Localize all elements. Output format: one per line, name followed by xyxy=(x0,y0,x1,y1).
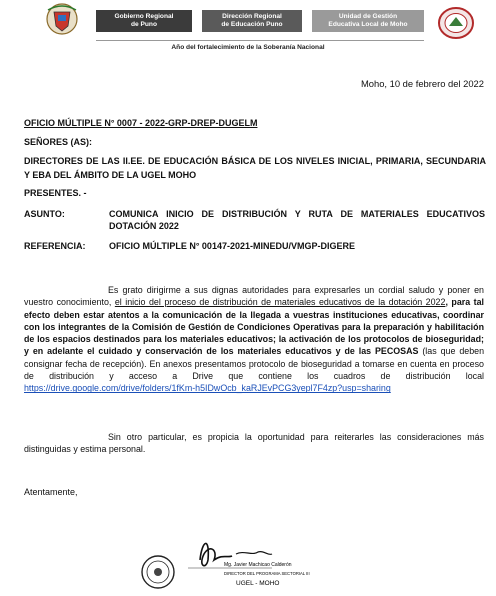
signature-title: DIRECTOR DEL PROGRAMA SECTORIAL III xyxy=(224,571,310,576)
oficio-number: OFICIO MÚLTIPLE N° 0007 - 2022-GRP-DREP-DUGELM xyxy=(24,118,258,128)
body-p1-rest: (las que deben consignar fecha de recepción). En anexos presentamos protocolo de bioseguridad a tomarse en cuenta en proceso de distribución y acceso a Drive que contiene los cuadros de distribución local xyxy=(24,346,485,382)
band-1-line-1: Gobierno Regional xyxy=(114,13,174,20)
signature-office: UGEL - MOHO xyxy=(236,580,280,587)
body-p2-text: Sin otro particular, es propicia la oportunidad para reiterarles las consideraciones más distinguidas y estima personal. xyxy=(24,432,484,455)
asunto-text: COMUNICA INICIO DE DISTRIBUCIÓN Y RUTA DE MATERIALES EDUCATIVOS DOTACIÓN 2022 xyxy=(109,209,485,231)
document-date: Moho, 10 de febrero del 2022 xyxy=(360,78,484,89)
ugel-seal-logo xyxy=(436,6,476,40)
band-2-line-1: Dirección Regional xyxy=(222,13,282,20)
body-p1-intro: Es grato dirigirme a sus dignas autoridades para expresarles un cordial saludo y poner en vuestro conocimiento, xyxy=(24,285,484,308)
closing: Atentamente, xyxy=(24,487,78,497)
salutation-heading: SEÑORES (AS): xyxy=(24,137,93,147)
header-band-direccion-regional xyxy=(202,10,302,32)
header-band-gobierno-regional xyxy=(96,10,192,32)
header-divider xyxy=(96,40,424,41)
body-p1-bold: , para tal efecto deben estar atentos a la comunicación de la llegada a vuestras instituciones educativas, coordinar con los integrantes de la Comisión de Gestión de Condiciones Operativas para la preparación y habilitación de los espacios destinados para los materiales educativos; la activación de los protocolos de bioseguridad; y en adelante el cuidado y conservación de los materiales educativos y de las PECOSAS xyxy=(24,297,484,357)
presentes-line: PRESENTES. - xyxy=(24,188,87,198)
header-band-ugel xyxy=(312,10,424,32)
signature-name: Mg. Javier Machicao Calderón xyxy=(224,562,292,568)
drive-link[interactable]: https://drive.google.com/drive/folders/1fKm-h5IDwOcb_kaRJEvPCG3yepl7F4zp?usp=sharing xyxy=(24,383,391,394)
asunto-label: ASUNTO: xyxy=(24,209,65,219)
body-p1-underlined: el inicio del proceso de distribución de materiales educativos de la dotación 2022 xyxy=(114,297,446,308)
band-2-line-2: de Educación Puno xyxy=(221,21,283,28)
body-paragraph-2 xyxy=(24,431,484,456)
referencia-label: REFERENCIA: xyxy=(24,241,86,251)
body-paragraph-1 xyxy=(24,284,484,395)
band-3-line-2: Educativa Local de Moho xyxy=(328,21,408,28)
recipients: DIRECTORES DE LAS II.EE. DE EDUCACIÓN BÁSICA DE LOS NIVELES INICIAL, PRIMARIA, SECUNDARIA Y EBA DEL ÁMBITO DE LA UGEL MOHO xyxy=(24,156,486,180)
regional-coat-of-arms-logo xyxy=(44,2,80,36)
band-1-line-2: de Puno xyxy=(130,21,157,28)
year-motto: Año del fortalecimiento de la Soberanía Nacional xyxy=(171,44,325,51)
band-3-line-1: Unidad de Gestión xyxy=(338,13,398,20)
signature-and-stamp xyxy=(140,530,310,594)
referencia-text: OFICIO MÚLTIPLE N° 00147-2021-MINEDU/VMGP-DIGERE xyxy=(109,241,355,251)
